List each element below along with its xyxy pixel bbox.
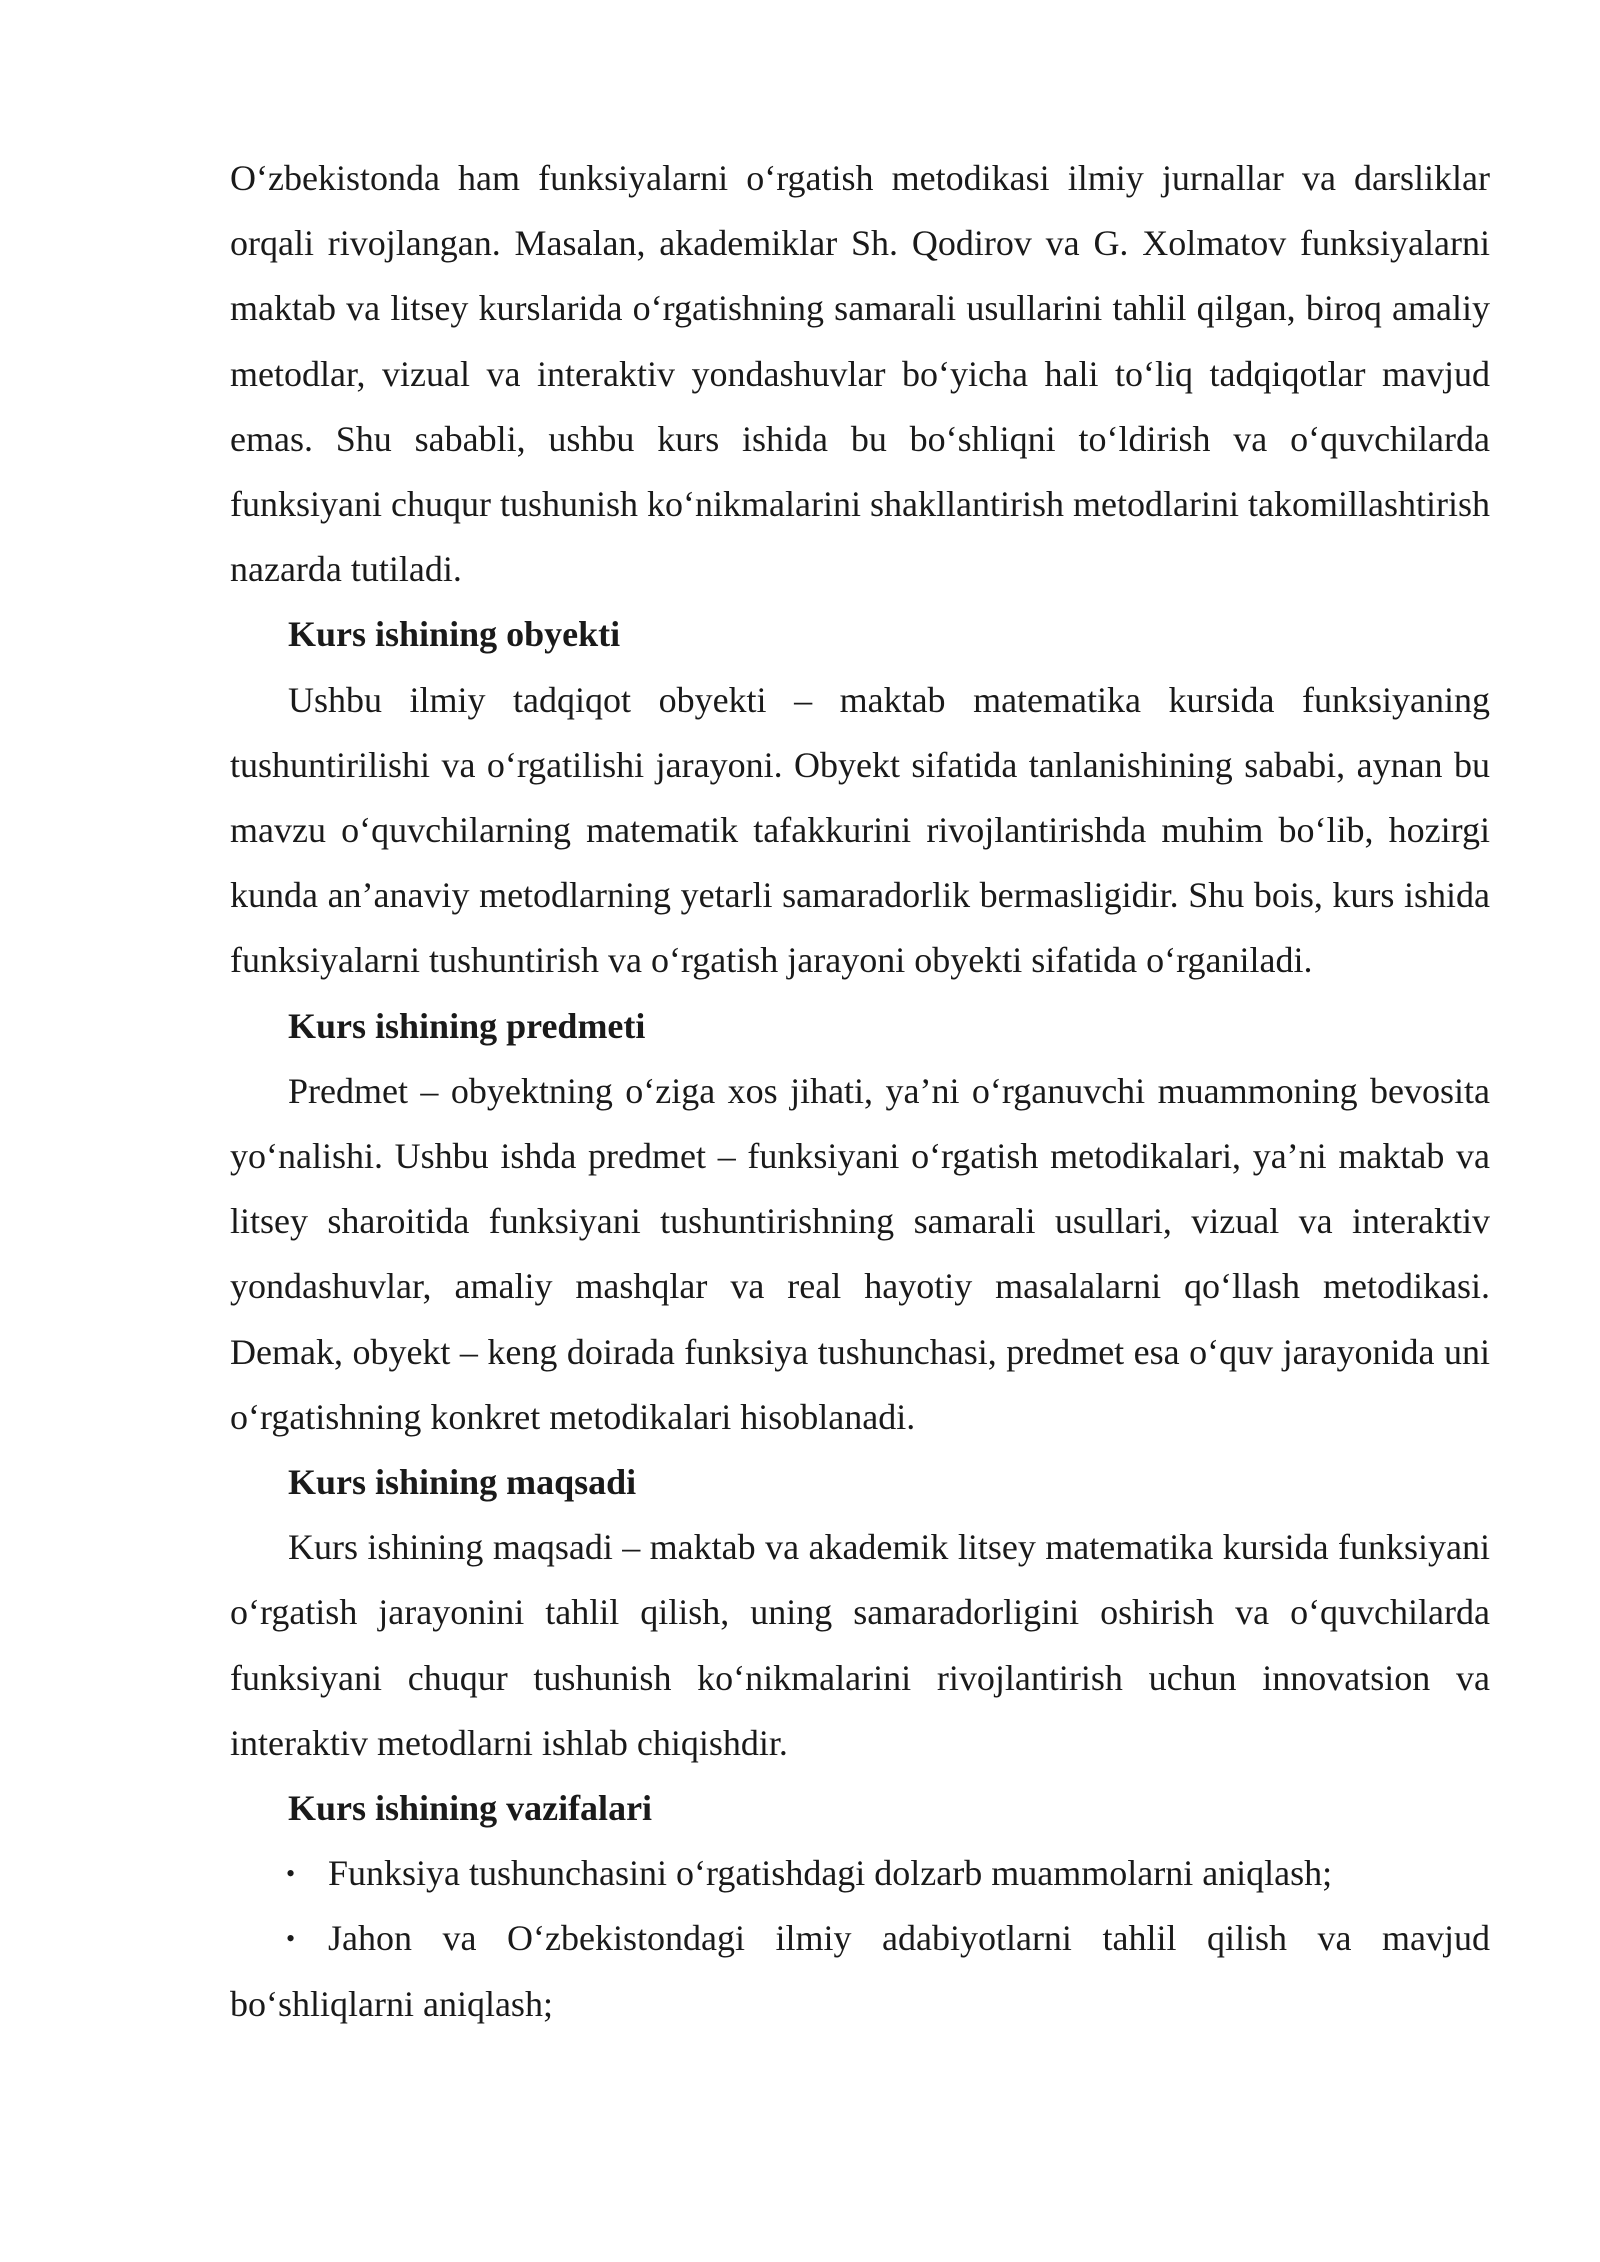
list-item — [230, 1841, 1490, 1906]
heading-vazifalar: Kurs ishining vazifalari — [288, 1788, 653, 1829]
list-item — [230, 1906, 1490, 2036]
heading-maqsad: Kurs ishining maqsadi — [288, 1462, 637, 1503]
document-page — [230, 146, 1490, 2037]
bullet-icon: • — [286, 1859, 296, 1889]
bullet-icon: • — [286, 1924, 296, 1954]
maqsad-paragraph: Kurs ishining maqsadi – maktab va akademik litsey matematika kursida funksiyani o‘rgatish jarayonini tahlil qilish, uning samaradorligini oshirish va o‘quvchilarda funksiyani chuqur tushunish ko‘nikmalarini rivojlantirish uchun innovatsion va interaktiv metodlarni ishlab chiqishdir. — [230, 1527, 1490, 1763]
intro-paragraph: O‘zbekistonda ham funksiyalarni o‘rgatish metodikasi ilmiy jurnallar va darsliklar orqali rivojlangan. Masalan, akademiklar Sh. Qodirov va G. Xolmatov funksiyalarni maktab va litsey kurslarida o‘rgatishning samarali usullarini tahlil qilgan, biroq amaliy metodlar, vizual va interaktiv yondashuvlar bo‘yicha hali to‘liq tadqiqotlar mavjud emas. Shu sababli, ushbu kurs ishida bu bo‘shliqni to‘ldirish va o‘quvchilarda funksiyani chuqur tushunish ko‘nikmalarini shakllantirish metodlarini takomillashtirish nazarda tutiladi. — [230, 158, 1490, 590]
list-item-text: Jahon va O‘zbekistondagi ilmiy adabiyotlarni tahlil qilish va mavjud bo‘shliqlarni aniqlash; — [230, 1918, 1490, 2024]
heading-predmet: Kurs ishining predmeti — [288, 1005, 646, 1046]
heading-obyekt: Kurs ishining obyekti — [288, 614, 621, 655]
obyekt-paragraph: Ushbu ilmiy tadqiqot obyekti – maktab matematika kursida funksiyaning tushuntirilishi va o‘rgatilishi jarayoni. Obyekt sifatida tanlanishining sababi, aynan bu mavzu o‘quvchilarning matematik tafakkurini rivojlantirishda muhim bo‘lib, hozirgi kunda an’anaviy metodlarning yetarli samaradorlik bermasligidir. Shu bois, kurs ishida funksiyalarni tushuntirish va o‘rgatish jarayoni obyekti sifatida o‘rganiladi. — [230, 679, 1490, 981]
predmet-paragraph: Predmet – obyektning o‘ziga xos jihati, ya’ni o‘rganuvchi muammoning bevosita yo‘nalishi. Ushbu ishda predmet – funksiyani o‘rgatish metodikalari, ya’ni maktab va litsey sharoitida funksiyani tushuntirishning samarali usullari, vizual va interaktiv yondashuvlar, amaliy mashqlar va real hayotiy masalalarni qo‘llash metodikasi. Demak, obyekt – keng doirada funksiya tushunchasi, predmet esa o‘quv jarayonida uni o‘rgatishning konkret metodikalari hisoblanadi. — [230, 1070, 1490, 1437]
list-item-text: Funksiya tushunchasini o‘rgatishdagi dolzarb muammolarni aniqlash; — [328, 1853, 1333, 1894]
